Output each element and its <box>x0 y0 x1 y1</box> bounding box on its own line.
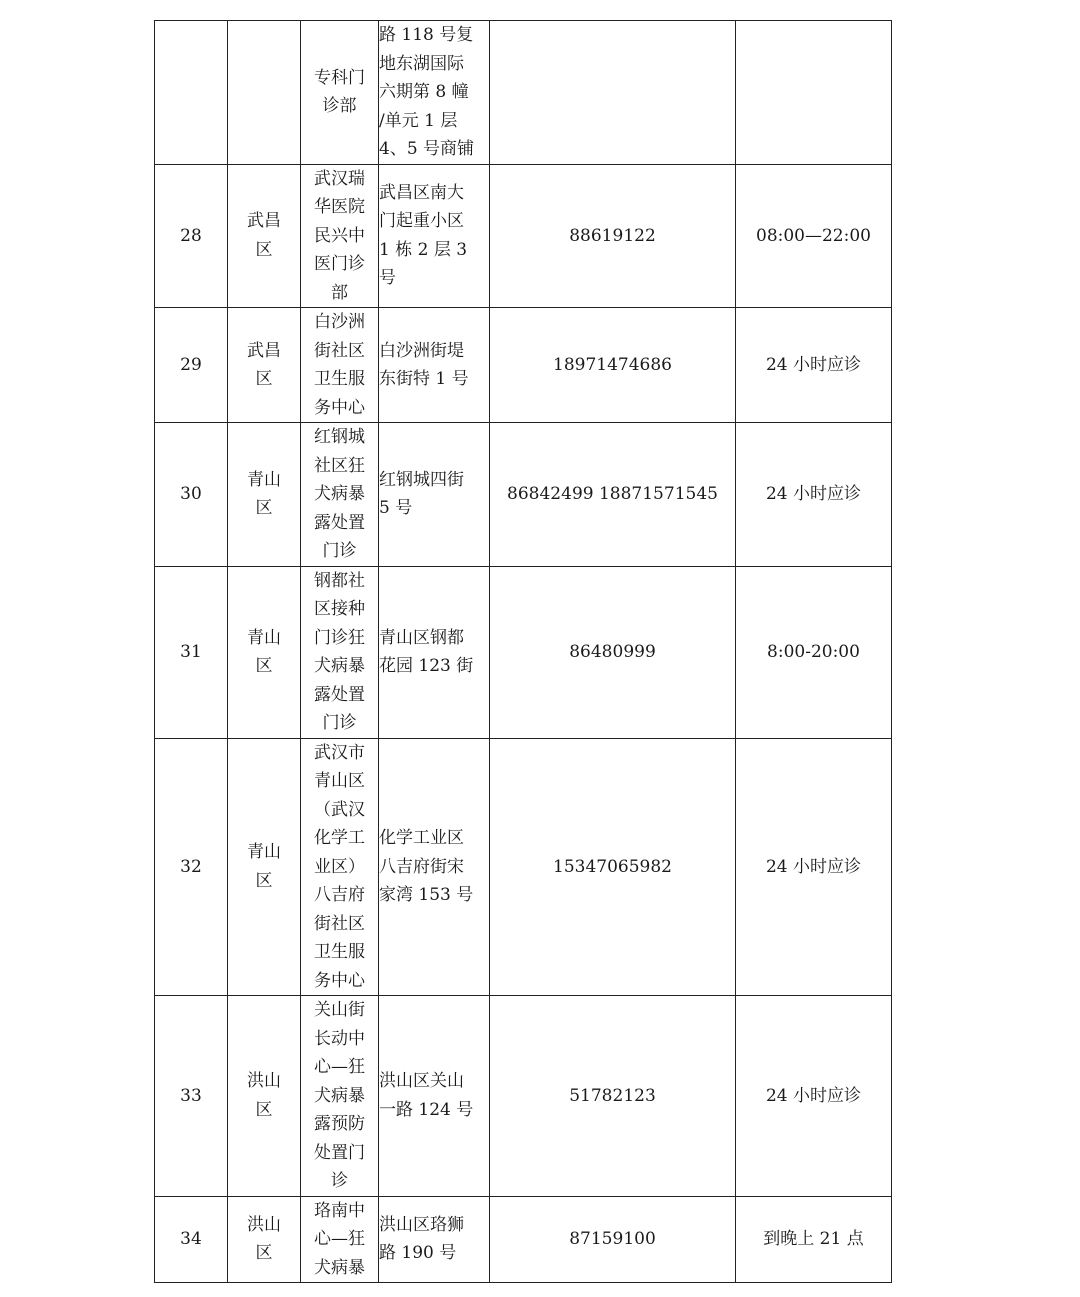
clinic-name-line: 门诊 <box>322 713 357 733</box>
clinic-name-line: 珞南中 <box>314 1200 365 1221</box>
address-line: 白沙洲街堤 <box>379 340 464 361</box>
hours-cell: 24 小时应诊 <box>736 308 892 423</box>
clinic-name-line: 犬病暴 <box>314 1257 365 1278</box>
row-number: 33 <box>155 996 228 1197</box>
address-line: 六期第 8 幢 <box>379 82 469 102</box>
address-line: 一路 124 号 <box>379 1099 474 1120</box>
address-line: 东街特 1 号 <box>379 369 469 389</box>
clinic-table-body <box>155 21 892 1283</box>
clinic-name-line: 露处置 <box>314 684 365 705</box>
clinic-name-line: 业区） <box>314 856 365 877</box>
clinic-name-line: 红钢城 <box>314 427 365 447</box>
address-line: 洪山区珞狮 <box>379 1214 464 1235</box>
district-line: 区 <box>255 498 273 519</box>
address-line: 4、5 号商铺 <box>379 139 475 159</box>
hours-cell: 24 小时应诊 <box>736 423 892 567</box>
table-row <box>155 308 892 423</box>
clinic-name-cell <box>301 738 379 996</box>
phone-cell: 86842499 18871571545 <box>490 423 736 567</box>
district-cell <box>228 164 301 308</box>
clinic-table <box>154 20 892 1283</box>
clinic-name-line: 卫生服 <box>314 369 365 389</box>
phone-cell: 86480999 <box>490 566 736 738</box>
clinic-name-line: 八吉府 <box>314 885 365 905</box>
clinic-name-cell <box>301 21 379 165</box>
row-number: 34 <box>155 1196 228 1283</box>
district-cell <box>228 1196 301 1283</box>
clinic-name-line: 街社区 <box>314 340 365 361</box>
address-line: 门起重小区 <box>379 211 464 232</box>
address-cell <box>379 164 490 308</box>
clinic-name-line: 诊 <box>331 1171 348 1191</box>
clinic-name-line: 心—狂 <box>314 1229 365 1249</box>
phone-cell: 51782123 <box>490 996 736 1197</box>
address-line: 青山区钢都 <box>379 627 464 648</box>
clinic-name-cell <box>301 996 379 1197</box>
district-line: 武昌 <box>247 340 281 361</box>
district-line: 青山 <box>247 469 281 490</box>
clinic-name-line: 门诊 <box>322 541 357 561</box>
district-line: 青山 <box>247 627 281 648</box>
row-number: 31 <box>155 566 228 738</box>
district-line: 青山 <box>247 842 281 863</box>
district-cell <box>228 423 301 567</box>
table-row <box>155 566 892 738</box>
row-number: 28 <box>155 164 228 308</box>
clinic-name-line: 部 <box>331 282 348 303</box>
phone-cell: 88619122 <box>490 164 736 308</box>
clinic-name-line: 社区狂 <box>314 455 365 476</box>
hours-cell: 到晚上 21 点 <box>736 1196 892 1283</box>
table-row <box>155 164 892 308</box>
clinic-name-cell <box>301 423 379 567</box>
address-line: /单元 1 层 <box>379 110 458 131</box>
hours-cell <box>736 21 892 165</box>
clinic-name-line: 专科门 <box>314 67 365 88</box>
table-row <box>155 423 892 567</box>
clinic-name-line: 医门诊 <box>314 254 365 274</box>
address-cell <box>379 738 490 996</box>
phone-cell <box>490 21 736 165</box>
address-line: 家湾 153 号 <box>379 885 474 905</box>
address-line: 5 号 <box>379 498 413 519</box>
clinic-name-line: 处置门 <box>314 1142 365 1163</box>
district-cell <box>228 21 301 165</box>
clinic-name-line: 青山区 <box>314 771 365 791</box>
clinic-name-line: 武汉瑞 <box>314 168 365 189</box>
table-row <box>155 21 892 165</box>
clinic-name-line: 武汉市 <box>314 742 365 763</box>
clinic-name-line: 关山街 <box>314 1000 365 1020</box>
district-line: 洪山 <box>247 1214 281 1235</box>
clinic-name-line: 民兴中 <box>314 225 365 246</box>
address-cell <box>379 423 490 567</box>
phone-cell: 87159100 <box>490 1196 736 1283</box>
clinic-name-line: 务中心 <box>314 970 365 991</box>
clinic-name-line: 诊部 <box>322 96 357 117</box>
district-line: 武昌 <box>247 211 281 232</box>
district-line: 区 <box>255 239 273 260</box>
table-row <box>155 738 892 996</box>
clinic-name-cell <box>301 308 379 423</box>
address-line: 红钢城四街 <box>379 469 464 490</box>
phone-cell: 18971474686 <box>490 308 736 423</box>
clinic-name-line: 华医院 <box>314 197 365 217</box>
hours-cell: 08:00—22:00 <box>736 164 892 308</box>
clinic-name-line: 区接种 <box>314 599 365 619</box>
district-cell <box>228 996 301 1197</box>
district-cell <box>228 566 301 738</box>
address-cell <box>379 1196 490 1283</box>
address-cell <box>379 21 490 165</box>
address-line: 地东湖国际 <box>379 53 464 74</box>
address-line: 花园 123 街 <box>379 656 474 676</box>
address-line: 路 118 号复 <box>379 25 474 45</box>
district-line: 区 <box>255 870 273 891</box>
row-number: 30 <box>155 423 228 567</box>
clinic-name-line: 心—狂 <box>314 1057 365 1077</box>
clinic-name-line: 犬病暴 <box>314 656 365 676</box>
clinic-name-line: 犬病暴 <box>314 1085 365 1106</box>
clinic-name-cell <box>301 1196 379 1283</box>
address-line: 路 190 号 <box>379 1243 457 1264</box>
clinic-name-line: 化学工 <box>314 828 365 848</box>
clinic-name-line: 露处置 <box>314 512 365 533</box>
clinic-name-line: 街社区 <box>314 913 365 934</box>
clinic-name-line: 门诊狂 <box>314 627 365 648</box>
hours-cell: 24 小时应诊 <box>736 996 892 1197</box>
phone-cell: 15347065982 <box>490 738 736 996</box>
clinic-name-line: （武汉 <box>314 799 365 820</box>
address-cell <box>379 308 490 423</box>
district-cell <box>228 308 301 423</box>
row-number: 29 <box>155 308 228 423</box>
table-row <box>155 996 892 1197</box>
district-line: 区 <box>255 369 273 389</box>
address-cell <box>379 566 490 738</box>
clinic-name-line: 露预防 <box>314 1114 365 1134</box>
district-cell <box>228 738 301 996</box>
address-cell <box>379 996 490 1197</box>
clinic-name-line: 白沙洲 <box>314 312 365 332</box>
address-line: 1 栋 2 层 3 <box>379 239 468 260</box>
table-row <box>155 1196 892 1283</box>
address-line: 武昌区南大 <box>379 182 464 203</box>
address-line: 化学工业区 <box>379 828 464 848</box>
clinic-name-line: 长动中 <box>314 1028 365 1049</box>
district-line: 洪山 <box>247 1071 281 1092</box>
district-line: 区 <box>255 656 273 676</box>
district-line: 区 <box>255 1243 273 1264</box>
clinic-name-line: 卫生服 <box>314 942 365 962</box>
hours-cell: 8:00-20:00 <box>736 566 892 738</box>
row-number: 32 <box>155 738 228 996</box>
address-line: 洪山区关山 <box>379 1071 464 1092</box>
row-number <box>155 21 228 165</box>
hours-cell: 24 小时应诊 <box>736 738 892 996</box>
address-line: 号 <box>379 268 396 289</box>
clinic-name-line: 犬病暴 <box>314 484 365 504</box>
clinic-name-line: 钢都社 <box>314 570 365 591</box>
district-line: 区 <box>255 1099 273 1120</box>
clinic-name-line: 务中心 <box>314 397 365 418</box>
address-line: 八吉府街宋 <box>379 856 464 877</box>
clinic-name-cell <box>301 164 379 308</box>
clinic-name-cell <box>301 566 379 738</box>
